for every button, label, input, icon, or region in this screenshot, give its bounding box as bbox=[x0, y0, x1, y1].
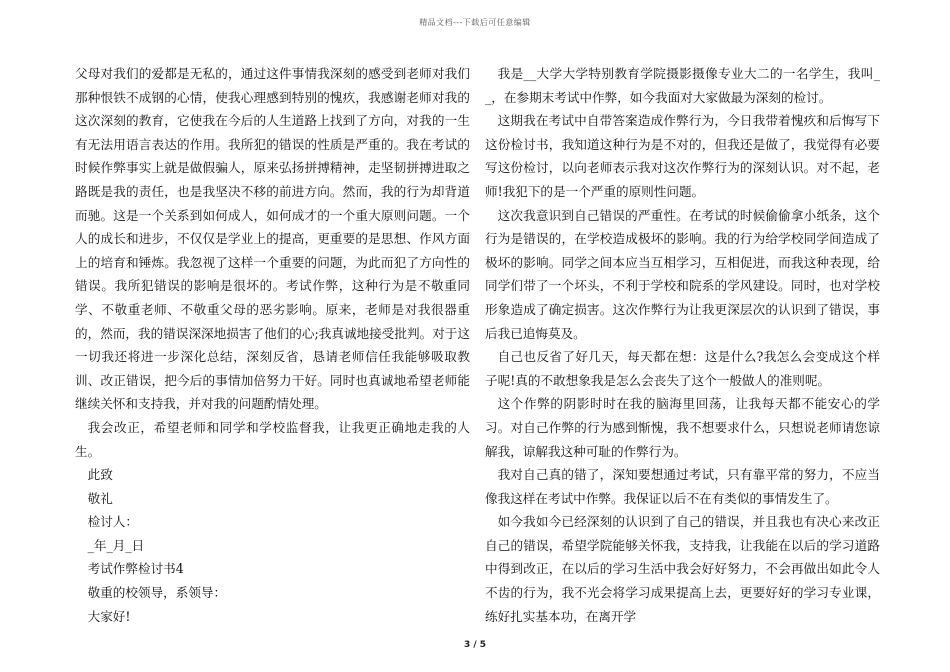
page-number: 3 / 5 bbox=[463, 640, 487, 650]
right-paragraph-1: 我是__大学大学特别教育学院摄影摄像专业大二的一名学生，我叫__，在参期末考试中作弊，如今我面对大家做最为深刻的检讨。 bbox=[485, 66, 880, 105]
closing-jingli: 敬礼 bbox=[87, 490, 113, 506]
greeting: 大家好! bbox=[87, 608, 131, 624]
left-paragraph-2: 我会改正，希望老师和同学和学校监督我，让我更正确地走我的人生。 bbox=[75, 419, 470, 459]
section-title: 考试作弊检讨书4 bbox=[87, 561, 184, 577]
right-paragraph-7: 如今我如今已经深刻的认识到了自己的错误，并且我也有决心来改正自己的错误，希望学院能够关怀我，支持我，让我能在以后的学习道路中得到改正，在以后的学习生活中我会好好努力，不会再做出如此令人不齿的行为，我不光会将学习成果提高上去，更要好好的学习专业课，练好扎实基本功，在离开学 bbox=[485, 514, 880, 624]
right-paragraph-4: 自己也反省了好几天，每天都在想：这是什么?我怎么会变成这个样子呢!真的不敢想象我是怎么会丧失了这个一般做人的准则呢。 bbox=[485, 349, 880, 388]
signer-label: 检讨人： bbox=[87, 514, 138, 530]
right-paragraph-5: 这个作弊的阴影时时在我的脑海里回荡，让我每天都不能安心的学习。对自己作弊的行为感到惭愧，我不想要求什么，只想说老师请您谅解我，谅解我这种可耻的作弊行为。 bbox=[485, 396, 880, 459]
left-column bbox=[75, 62, 470, 628]
closing-cizhi: 此致 bbox=[87, 467, 113, 483]
date-line: _年_月_日 bbox=[87, 537, 145, 553]
right-paragraph-2: 这期我在考试中自带答案造成作弊行为，今日我带着愧疚和后悔写下这份检讨书，我知道这种行为是不对的，但我还是做了，我觉得有必要写这份检讨，以向老师表示我对这次作弊行为的深刻认识。对不起，老师!我犯下的是一个严重的原则性问题。 bbox=[485, 113, 880, 199]
page-header: 精品文档---下载后可任意编辑 bbox=[419, 18, 531, 27]
right-column bbox=[485, 62, 880, 628]
right-paragraph-3: 这次我意识到自己错误的严重性。在考试的时候偷偷拿小纸条，这个行为是错误的，在学校造成极坏的影响。我的行为给学校同学间造成了极坏的影响。同学之间本应当互相学习，互相促进，而我这种表现，给同学们带了一个坏头，不利于学校和院系的学风建设。同时，也对学校形象造成了确定损害。这次作弊行为让我更深层次的认识到了错误，事后我已追悔莫及。 bbox=[485, 207, 880, 341]
left-paragraph-1: 父母对我们的爱都是无私的，通过这件事情我深刻的感受到老师对我们那种恨铁不成钢的心情，使我心理感到特别的愧疚，我感谢老师对我的这次深刻的教育，它使我在今后的人生道路上找到了方向，对我的一生有无法用语言表达的作用。我所犯的错误的性质是严重的。我在考试的时候作弊事实上就是做假骗人，原来弘扬拼搏精神，走坚韧拼搏进取之路既是我的责任，也是我坚决不移的前进方向。然而，我的行为却背道而驰。这是一个关系到如何成人，如何成才的一个重大原则问题。一个人的成长和进步，不仅仅是学业上的提高，更重要的是思想、作风方面上的培育和锤炼。我忽视了这样一个重要的问题，为此而犯了方向性的错误。我所犯错误的影响是很坏的。考试作弊，这种行为是不敬重同学、不敬重老师、不敬重父母的恶劣影响。原来，老师是对我很器重的，然而，我的错误深深地损害了他们的心;我真诚地接受批判。对于这一切我还将进一步深化总结，深刻反省，恳请老师信任我能够吸取教训、改正错误，把今后的事情加倍努力干好。同时也真诚地希望老师能继续关怀和支持我，并对我的问题酌情处理。 bbox=[75, 66, 470, 412]
right-paragraph-6: 我对自己真的错了，深知要想通过考试，只有靠平常的努力，不应当像我这样在考试中作弊。我保证以后不在有类似的事情发生了。 bbox=[485, 467, 880, 506]
salutation: 敬重的校领导，系领导： bbox=[87, 585, 227, 601]
